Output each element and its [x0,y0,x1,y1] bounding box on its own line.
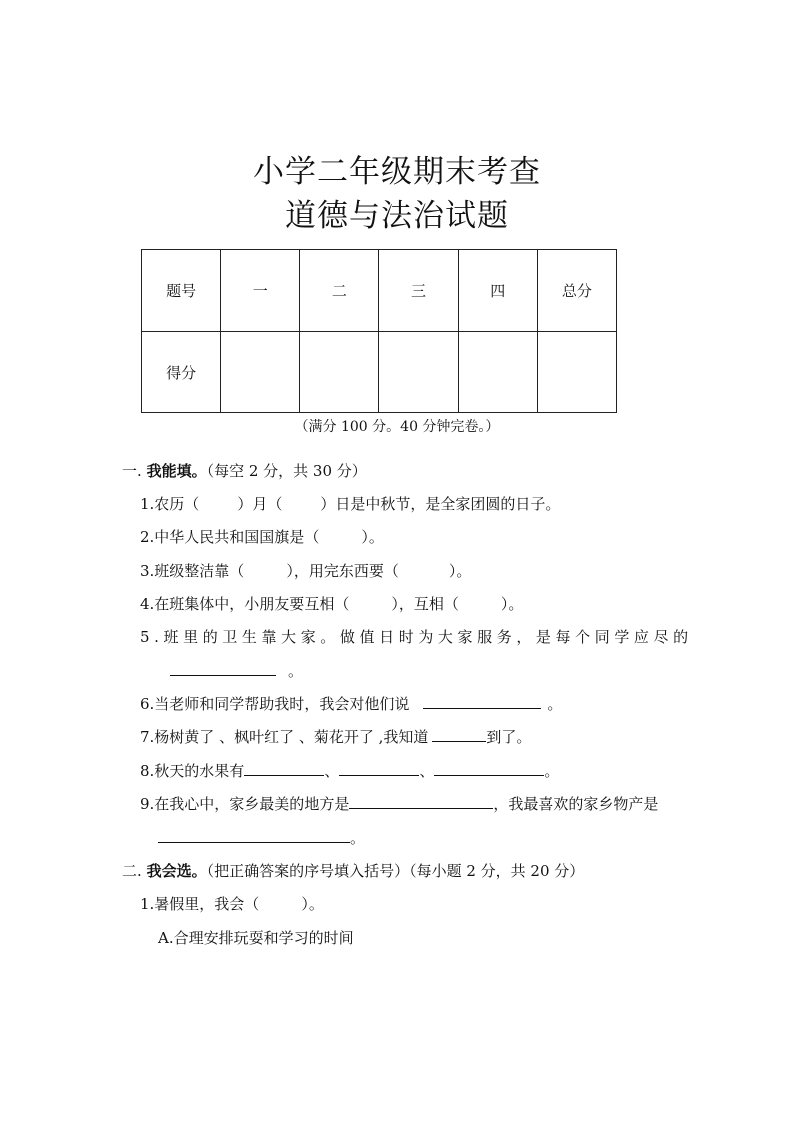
section1-number: 一. [122,462,142,480]
page-subtitle: 道德与法治试题 [285,198,509,234]
header-cell-question-number: 题号 [142,250,221,332]
question-1-1 [140,493,560,514]
question-1-5 [140,626,693,647]
q1-2-text-b: ）。 [361,528,384,546]
question-1-9-cont [158,827,365,848]
section2-points: （把正确答案的序号填入括号）（每小题 2 分，共 20 分） [206,862,585,880]
q1-9-text-b: ，我最喜欢的家乡物产是 [493,795,659,813]
q1-7-answer[interactable] [432,726,486,742]
section1-heading [122,460,367,481]
q1-3-text-a: 3.班级整洁靠（ [140,562,245,580]
score-cell-part-1[interactable] [221,332,300,413]
q1-9-text-c: 。 [350,829,366,847]
question-2-1-option-a: A.合理安排玩耍和学习的时间 [158,929,354,947]
score-table-score-row [142,332,617,413]
question-1-3 [140,560,471,581]
header-cell-total: 总分 [537,250,616,332]
header-cell-part-4: 四 [458,250,537,332]
q1-3-text-b: ），用完东西要（ [286,562,399,580]
q1-6-text-a: 6.当老师和同学帮助我时，我会对他们说 [140,695,410,713]
q1-3-text-c: ）。 [448,562,472,580]
q1-7-text-b: 到了。 [486,728,532,746]
q1-5-text-b: 。 [288,662,304,680]
row-label-score: 得分 [142,332,221,413]
question-1-7 [140,726,531,747]
exam-note: （满分 100 分。40 分钟完卷。） [294,419,500,435]
question-1-4 [140,593,523,614]
q1-8-text-a: 8.秋天的水果有 [140,762,245,780]
q1-8-text-end: 。 [544,762,560,780]
score-table-header-row [142,250,617,332]
q1-7-text-a: 7.杨树黄了 、枫叶红了 、菊花开了 ,我知道 [140,728,429,746]
q1-4-text-b: ），互相（ [391,595,459,613]
score-cell-part-4[interactable] [458,332,537,413]
score-cell-part-3[interactable] [379,332,458,413]
q2-1-text-a: 1.暑假里，我会（ [140,895,260,913]
section1-title: 我能填。 [146,462,207,480]
q1-8-answer-1[interactable] [244,760,324,776]
q1-1-text-a: 1.农历（ [140,495,200,513]
section2-title: 我会选。 [146,862,207,880]
q1-2-text-a: 2.中华人民共和国国旗是（ [140,528,320,546]
q1-8-answer-2[interactable] [339,760,419,776]
q1-5-text-a: 5.班里的卫生靠大家。做值日时为大家服务，是每个同学应尽的 [140,628,693,646]
score-cell-part-2[interactable] [300,332,379,413]
question-1-8 [140,760,559,781]
q2-1-text-b: ）。 [301,895,324,913]
q1-6-answer[interactable] [423,693,541,709]
question-1-9 [140,793,658,814]
header-cell-part-2: 二 [300,250,379,332]
header-cell-part-3: 三 [379,250,458,332]
question-1-6 [140,693,562,714]
q1-8-separator-2: 、 [419,762,435,780]
q1-5-answer[interactable] [170,660,276,676]
question-2-1 [140,893,324,914]
question-1-2 [140,526,384,547]
q1-9-answer-2[interactable] [158,827,350,843]
q1-8-separator-1: 、 [324,762,340,780]
header-cell-part-1: 一 [221,250,300,332]
section2-number: 二. [122,862,142,880]
score-cell-total[interactable] [537,332,616,413]
q1-6-text-b: 。 [547,695,563,713]
question-1-5-cont [170,660,303,681]
page-title: 小学二年级期末考查 [253,154,541,190]
q1-9-text-a: 9.在我心中，家乡最美的地方是 [140,795,350,813]
section2-heading [122,860,584,881]
q1-9-answer-1[interactable] [349,793,493,809]
q1-4-text-a: 4.在班集体中，小朋友要互相（ [140,595,350,613]
q1-1-text-b: ）月（ [237,495,283,513]
score-table [141,249,617,413]
q1-4-text-c: ）。 [500,595,524,613]
q1-8-answer-3[interactable] [434,760,544,776]
section1-points: （每空 2 分，共 30 分） [206,462,367,480]
q1-1-text-c: ）日是中秋节，是全家团圆的日子。 [320,495,561,513]
